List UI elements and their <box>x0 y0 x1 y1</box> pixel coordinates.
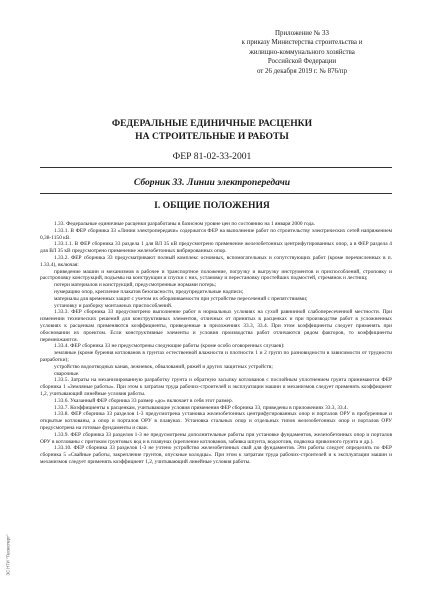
document-code: ФЕР 81-02-33-2001 <box>172 151 252 162</box>
paragraph: земляные (кроме бурения котлованов в грунтах естественной влажности и плотности 1 и 2 групп по разновидности в зависимости от трудности разработки); <box>40 350 392 363</box>
appendix-line: Приложение № 33 <box>275 30 329 37</box>
paragraph: 1.33. Федеральные единичные расценки разработаны в базисном уровне цен по состоянию на 1 января 2000 года. <box>54 221 316 227</box>
title-line-2: НА СТРОИТЕЛЬНЫЕ И РАБОТЫ <box>135 130 289 142</box>
collection-title: Сборник 33. Линии электропередачи <box>133 177 291 188</box>
paragraph: 1.33.4. ФЕР сборника 33 не предусмотрены следующие работы (кроме особо оговоренных случаев): <box>54 343 285 350</box>
paragraph: 1.33.5. Затраты на механизированную разработку грунта и обратную засыпку котлованов с послойным уплотнением грунта принимаются ФЕР сборника 1 «Земляные работы». При этом к затратам труда рабочих-строителей и эксплуатации машин и механизмов следует применять коэффициент 1,2, учитывающий линейные условия работы. <box>40 377 392 397</box>
paragraph: 1.33.7. Коэффициенты к расценкам, учитывающие условия применения ФЕР сборника 33, приведены в приложениях 33.3, 33.4. <box>54 404 348 411</box>
paragraph: устройство водоотводных канав, лежневок, обвалований, ряжей и других защитных устройств; <box>54 363 273 370</box>
section-heading: I. ОБЩИЕ ПОЛОЖЕНИЯ <box>154 200 270 211</box>
appendix-line: Российской Федерации <box>267 58 337 66</box>
divider-bottom <box>40 193 392 194</box>
paragraph: 1.33.9. ФЕР сборника 33 разделов 1-3 не предусмотрены дополнительные работы при установке фундаментов, железобетонных опор и порталов ОРУ в котлованы с притоком грунтовых вод и в плавунах (крепление котлованов, забивка шпунта, водоотлив, подвозка привозного грунта и др.). <box>40 431 392 445</box>
paragraph: 1.33.10. ФЕР сборника 33 разделов 1-3 не учтено устройство железобетонных свай для фундаментов. Эти работы следует определять по ФЕР сборника 5 «Свайные работы, закрепление грунтов, опускные колодцы». При этом к затратам труда рабочих-строителей и к эксплуатации машин и механизмов следует применять коэффициент 1,2, учитывающий линейные условия работы. <box>40 445 392 465</box>
paragraph: 1.33.3. ФЕР сборника 33 предусмотрено выполнение работ в нормальных условиях на сухой равнинной слабопересеченной местности. При изменении технических решений для конструктивных элементов, отличных от принятых в расценках и при производстве работ в усложненных условиях к расценкам применяются коэффициенты, приведенные в приложениях 33.3, 33.4. При этом коэффициенты следует применять при обосновании их проектом. Если конструктивные элементы и условия производства работ отличаются рядом факторов, то коэффициенты перемножаются. <box>40 309 392 343</box>
paragraph: 1.33.6. Указанный ФЕР сборника 33 размер «до» включает в себя этот размер. <box>54 397 233 404</box>
watermark-text: ЗС НТИ "Техэксперт" <box>5 534 11 576</box>
paragraph: 1.33.2. ФЕР сборника 33 предусматривают полный комплекс основных, вспомогательных и сопутствующих работ (кроме перечисленных в п. 1.33.4), включая: <box>40 254 392 268</box>
paragraph: материалы для временных защит с учетом их оборачиваемости при устройстве пересечений с препятствиями; <box>54 295 308 302</box>
document-title <box>0 118 424 143</box>
appendix-block <box>212 29 392 76</box>
appendix-line: жилищно-коммунального хозяйства <box>249 48 355 56</box>
side-watermark <box>4 520 12 590</box>
paragraph: потери материалов и конструкций, предусмотренные нормами потерь; <box>54 282 217 289</box>
paragraph: 1.33.8. ФЕР сборника 33 разделов 1-3 предусмотрена установка железобетонных центрифугированных опор и порталов ОРУ в пробуренные и открытые котлованы, а опор и порталов ОРУ в плавунах. Установка стальных опор и отдельных типов железобетонных опор и порталов ОРУ предусмотрена на готовые фундаменты и сваи. <box>40 411 392 431</box>
body-text <box>40 221 392 466</box>
paragraph: нумерацию опор, крепление плакатов безопасности, предупредительные надписи; <box>54 288 244 295</box>
appendix-line: от 26 декабря 2019 г. № 876/пр <box>256 67 348 75</box>
paragraph: установку и разборку монтажных приспособлений. <box>54 302 173 309</box>
title-line-1: ФЕДЕРАЛЬНЫЕ ЕДИНИЧНЫЕ РАСЦЕНКИ <box>111 118 313 129</box>
paragraph: сварочные. <box>54 370 80 377</box>
paragraph: 1.33.1.1. В ФЕР сборника 33 раздела 1 для ВЛ 35 кВ предусмотрено применение железобетонных центрифугированных опор, а в ФЕР раздела 4 для ВЛ 35 кВ предусмотрено применение железобетонных вибрированных опор. <box>40 241 392 255</box>
paragraph: 1.33.1. В ФЕР сборника 33 «Линии электропередачи» содержатся ФЕР на выполнение работ по строительству электрических сетей напряжением 0,38-1150 кВ. <box>40 227 392 241</box>
appendix-line: к приказу Министерства строительства и <box>241 39 363 47</box>
divider-top <box>40 167 392 168</box>
paragraph: приведение машин и механизмов в рабочее и транспортное положение, погрузку и выгрузку инструментов и приспособлений, строповку и расстроповку конструкций, подъемы на конструкции и спуски с них, установку и перестановку простейших подмостей, стремянок и лестниц; <box>40 268 392 282</box>
